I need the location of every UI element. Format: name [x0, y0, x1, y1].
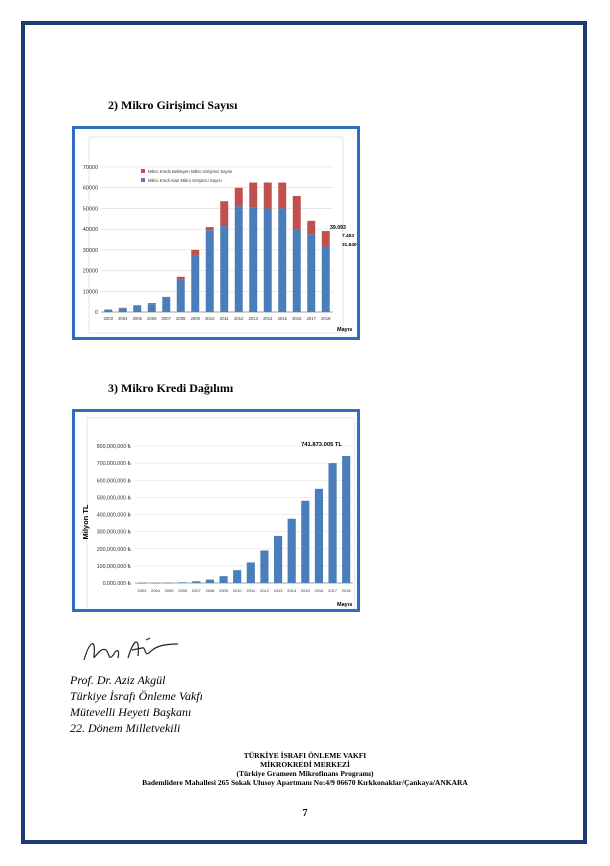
microcredit-distribution-chart [72, 409, 360, 612]
chart1-bar-received [278, 208, 286, 312]
chart1-bar-received [191, 255, 199, 312]
micro-entrepreneur-chart-svg [75, 129, 357, 337]
chart1-ytick: 30000 [82, 247, 98, 254]
chart2-xtick: 2018 [341, 588, 351, 593]
chart1-bar-received [104, 310, 112, 312]
chart1-bar-received [162, 298, 170, 312]
chart1-bar-received [133, 306, 141, 312]
chart1-xtick: 2014 [263, 316, 273, 321]
chart1-ytick: 50000 [82, 206, 98, 213]
chart1-ytick: 10000 [82, 289, 98, 296]
chart2-corner-label: Mayıs [337, 602, 353, 608]
chart2-xtick: 2010 [232, 588, 242, 593]
chart2-bar [138, 583, 146, 584]
chart2-xtick: 2003 [137, 588, 147, 593]
chart2-xtick: 2015 [300, 588, 310, 593]
chart2-xtick: 2014 [287, 588, 297, 593]
microcredit-distribution-chart-svg [75, 412, 357, 609]
chart1-xtick: 2005 [132, 316, 142, 321]
chart1-bar-waiting [177, 277, 185, 280]
footer-line-3: (Türkiye Grameen Mikrofinans Programı) [236, 769, 374, 778]
chart2-bar [315, 489, 323, 583]
chart1-xtick: 2006 [147, 316, 157, 321]
chart2-ylabel: Milyon TL [81, 504, 90, 540]
chart1-xtick: 2011 [219, 316, 229, 321]
chart1-bar-received [307, 234, 315, 312]
footer-address [60, 751, 550, 787]
chart1-bar-received [264, 208, 272, 312]
chart1-xtick: 2003 [103, 316, 113, 321]
chart1-bar-received [177, 280, 185, 312]
chart1-bar-waiting [307, 221, 315, 234]
chart2-xtick: 2016 [314, 588, 324, 593]
chart1-ytick: 20000 [82, 268, 98, 275]
chart1-bar-waiting [293, 196, 301, 229]
footer-line-1: TÜRKİYE İSRAFI ÖNLEME VAKFI [243, 751, 367, 760]
chart1-xtick: 2012 [234, 316, 244, 321]
chart2-ytick: 600,000,000 ₺ [96, 478, 131, 485]
chart2-ytick: 800,000,000 ₺ [96, 444, 131, 450]
chart1-label-received: 31.640 [342, 243, 357, 248]
chart2-ytick: 400,000,000 ₺ [96, 512, 131, 519]
chart1-xtick: 2018 [321, 316, 331, 321]
chart2-bar [260, 550, 268, 583]
chart2-xtick: 2006 [178, 588, 188, 593]
chart1-bar-waiting [148, 303, 156, 304]
chart1-xtick: 2017 [306, 316, 316, 321]
chart1-xtick: 2009 [190, 316, 200, 321]
footer-line-2: MİKROKREDİ MERKEZİ [260, 760, 350, 769]
signer-org: Türkiye İsrafı Önleme Vakfı [70, 689, 203, 703]
chart2-ytick: 700,000,000 ₺ [96, 461, 131, 468]
chart1-bar-received [220, 226, 228, 312]
chart2-top-label: 741.873.005 TL [301, 442, 342, 448]
chart2-bar [219, 576, 227, 583]
chart1-ytick: 40000 [82, 227, 98, 234]
chart1-legend-swatch [141, 178, 145, 182]
chart1-bar-waiting [235, 188, 243, 207]
chart1-bar-waiting [191, 250, 199, 255]
chart1-ytick: 60000 [82, 185, 98, 192]
chart1-xtick: 2004 [118, 316, 128, 321]
signer-title: Mütevelli Heyeti Başkanı [70, 705, 192, 719]
chart1-bar-waiting [162, 297, 170, 298]
signer-office: 22. Dönem Milletvekili [70, 721, 181, 735]
signer-name: Prof. Dr. Aziz Akgül [70, 673, 166, 687]
chart2-bar [165, 583, 173, 584]
chart1-bar-received [119, 308, 127, 312]
chart1-bar-received [235, 206, 243, 312]
chart1-bar-waiting [264, 183, 272, 209]
chart1-bar-waiting [206, 227, 214, 230]
chart1-bar-received [148, 304, 156, 312]
chart2-ytick: 300,000,000 ₺ [96, 529, 131, 536]
chart1-legend-label: Mikro Krediı Bekleyen Mikro Girişimci Sayısı [148, 169, 233, 174]
chart1-bar-waiting [278, 183, 286, 209]
micro-entrepreneur-chart [72, 126, 360, 340]
chart2-xtick: 2008 [205, 588, 215, 593]
chart1-xtick: 2007 [161, 316, 171, 321]
chart2-bar [206, 580, 214, 583]
chart2-xtick: 2009 [219, 588, 229, 593]
chart1-bar-waiting [133, 305, 141, 306]
page-number: 7 [302, 808, 308, 819]
chart2-bar [151, 583, 159, 584]
chart2-bar [288, 519, 296, 583]
signer-block [70, 672, 203, 736]
chart2-bar [247, 562, 255, 583]
chart1-xtick: 2008 [176, 316, 186, 321]
chart2-xtick: 2012 [259, 588, 269, 593]
chart2-xtick: 2007 [191, 588, 201, 593]
chart1-ytick: 70000 [82, 165, 98, 171]
chart1-bar-received [206, 230, 214, 312]
chart1-bar-waiting [220, 201, 228, 226]
chart2-bar [301, 501, 309, 583]
chart1-bar-received [249, 207, 257, 312]
chart2-bar [233, 570, 241, 583]
chart2-bar [179, 582, 187, 583]
chart1-ytick: 0 [94, 310, 98, 316]
chart2-ytick: 200,000,000 ₺ [96, 546, 131, 553]
chart1-legend-swatch [141, 169, 145, 173]
chart1-bar-waiting [322, 231, 330, 246]
chart2-bar [274, 536, 282, 583]
chart2-xtick: 2005 [164, 588, 174, 593]
chart2-xtick: 2013 [273, 588, 283, 593]
footer-line-4: Bademlidere Mahallesi 265 Sokak Ulusoy Apartmanı No:4/9 06670 Kırkkonaklar/Çankaya/ANKARA [142, 778, 468, 787]
chart2-xtick: 2017 [328, 588, 338, 593]
chart1-label-waiting: 7.453 [342, 234, 355, 239]
chart1-legend-label: Mikro Kredi Alan Mikro Girişimci Sayısı [148, 178, 222, 183]
chart1-xtick: 2015 [277, 316, 287, 321]
chart2-xtick: 2011 [246, 588, 256, 593]
chart1-bar-waiting [249, 183, 257, 208]
chart2-ytick: 0,000,000 ₺ [102, 581, 131, 587]
chart1-corner-label: Mayıs [337, 327, 353, 333]
chart1-xtick: 2010 [205, 316, 215, 321]
signature-image [80, 632, 185, 668]
chart1-bar-received [322, 246, 330, 312]
chart2-ytick: 500,000,000 ₺ [96, 495, 131, 502]
chart1-plot-frame [89, 137, 343, 333]
chart1-xtick: 2016 [292, 316, 302, 321]
chart1-bar-received [293, 229, 301, 312]
section-2-heading: 2) Mikro Girişimci Sayısı [108, 98, 238, 112]
chart2-ytick: 100,000,000 ₺ [96, 563, 131, 570]
chart2-bar [192, 581, 200, 583]
chart1-xtick: 2013 [248, 316, 258, 321]
chart2-bar [342, 456, 350, 583]
section-3-heading: 3) Mikro Kredi Dağılımı [108, 381, 234, 395]
chart2-xtick: 2004 [150, 588, 160, 593]
chart2-bar [328, 463, 336, 583]
chart1-label-total: 39.093 [330, 225, 346, 231]
